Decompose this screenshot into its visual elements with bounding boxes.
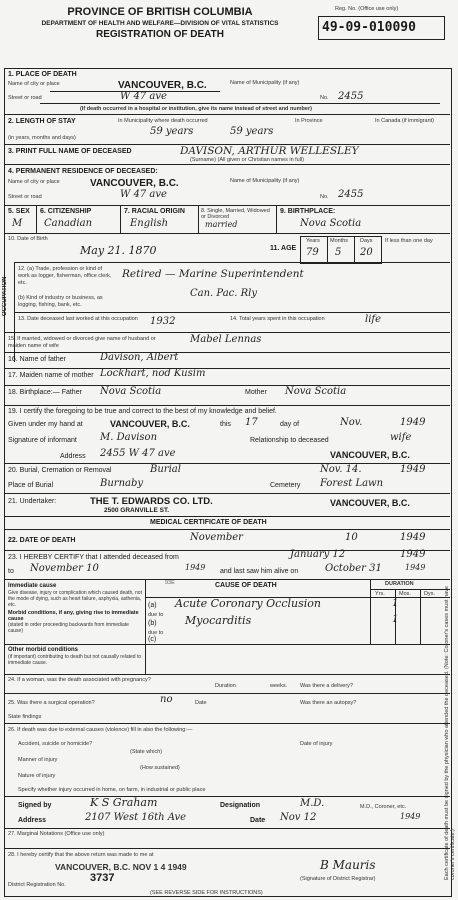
municipality-label: Name of Municipality (if any) — [230, 80, 300, 86]
form-frame — [4, 68, 456, 897]
residence-street-label: Street or road — [8, 194, 42, 200]
cert-date-label: Date — [250, 817, 266, 824]
informant-addr: 2455 W 47 ave — [100, 448, 176, 459]
how-sustained-label: (How sustained) — [140, 765, 180, 771]
external-causes-label: 26. If death was due to external causes (violence) fill in also the following:— — [8, 727, 193, 733]
burial-date: Nov. 14. — [320, 464, 362, 475]
place-of-death-label: 1. PLACE OF DEATH — [8, 71, 77, 78]
findings-label: State findings — [8, 714, 42, 720]
designation-value: M.D. — [300, 798, 325, 809]
age-label: 11. AGE — [270, 245, 297, 252]
mother-label: 17. Maiden name of mother — [8, 372, 94, 379]
racial-origin-value: English — [130, 218, 169, 229]
reg-no-value: 49-09-010090 — [322, 20, 416, 35]
relationship-label: Relationship to deceased — [250, 437, 329, 444]
stay-municipality-value: 59 years — [150, 126, 194, 137]
residence-muni-label: Name of Municipality (if any) — [230, 178, 300, 184]
cause-b-value: Myocarditis — [185, 614, 252, 627]
certify-text: 19. I certify the foregoing to be true and correct to the best of my knowledge and belief. — [8, 408, 277, 415]
manner-label: Manner of injury — [18, 757, 58, 763]
age-days-label: Days — [360, 238, 373, 244]
injury-date-label: Date of injury — [300, 741, 333, 747]
cert-date: Nov 12 — [280, 812, 317, 823]
yrs-label: Yrs. — [375, 591, 385, 597]
spouse-value: Mabel Lennas — [190, 334, 262, 345]
bp-mother-value: Nova Scotia — [285, 386, 347, 397]
given-month: Nov. — [340, 417, 363, 428]
trade-value: Retired — Marine Superintendent — [122, 268, 304, 280]
marital-status-value: married — [205, 220, 238, 229]
nature-label: Nature of injury — [18, 773, 56, 779]
date-of-death-label: 22. DATE OF DEATH — [8, 537, 76, 544]
attended-to: November 10 — [30, 563, 99, 574]
death-street: W 47 ave — [120, 91, 167, 102]
burial-place: Burnaby — [100, 478, 144, 489]
marginal-notations-label: 27. Marginal Notations (Office use only) — [8, 831, 105, 837]
spouse-label: 15. If married, widowed or divorced give name of husband or maiden name of wife — [8, 336, 156, 349]
this-label: this — [220, 421, 231, 428]
informant-sig: M. Davison — [100, 432, 158, 443]
bp-father-value: Nova Scotia — [100, 386, 162, 397]
side-instruction: Each certificate of death must be signed by the physician who attended the deceased. (Note: Coroner's cases must have coroner's certificate.) — [444, 586, 456, 880]
cemetery-label: Cemetery — [270, 482, 301, 489]
date-of-death-year: 1949 — [400, 532, 426, 543]
length-of-stay-sub: (in years, months and days) — [8, 135, 76, 141]
less-than-day-label: If less than one day — [385, 238, 433, 244]
attended-label: 23. I HEREBY CERTIFY that I attended deceased from — [8, 554, 179, 561]
residence-no-label: No. — [320, 194, 329, 200]
day-of-label: day of — [280, 421, 300, 428]
mother-value: Lockhart, nod Kusim — [100, 368, 206, 379]
form-title: REGISTRATION OF DEATH — [96, 29, 224, 40]
operation-label: 25. Was there a surgical operation? — [8, 700, 95, 706]
pregnancy-label: 24. If a woman, was the death associated with pregnancy? — [8, 677, 151, 683]
attended-to-year: 1949 — [185, 563, 206, 572]
morbid-desc: (stated in order proceeding backwards from immediate cause) — [8, 622, 129, 634]
cause-b-duration: 1 — [392, 614, 399, 625]
occupation-side-label: OCCUPATION — [2, 276, 8, 316]
date-of-death-month: November — [190, 532, 243, 543]
racial-origin-label: 7. RACIAL ORIGIN — [124, 208, 185, 215]
signed-by-label: Signed by — [18, 802, 52, 809]
industry-label: (b) Kind of industry or business, as logging, fishing, bank, etc. — [18, 295, 103, 308]
dob-label: 10. Date of Birth — [8, 236, 48, 242]
length-of-stay-label: 2. LENGTH OF STAY — [8, 118, 76, 125]
state-which-label: (State which) — [130, 749, 163, 755]
trade-label: 12. (a) Trade, profession or kind of work as logger, fisherman, office clerk, etc. — [18, 266, 112, 286]
age-years-label: Years — [306, 238, 320, 244]
physician-addr-label: Address — [18, 817, 47, 824]
sex-label: 5. SEX — [8, 208, 30, 215]
age-years: 79 — [306, 247, 319, 258]
father-label: 16. Name of father — [8, 356, 66, 363]
undertaker-city: VANCOUVER, B.C. — [330, 498, 410, 508]
citizenship-value: Canadian — [44, 218, 93, 229]
to-label: to — [8, 568, 14, 575]
duration-header: DURATION — [385, 581, 414, 587]
stay-municipality-label: In Municipality where death occurred — [118, 118, 208, 124]
medical-cert-title: MEDICAL CERTIFICATE OF DEATH — [150, 519, 267, 526]
hospital-note: (If death occurred in a hospital or institution, give its name instead of street and number) — [80, 106, 312, 112]
coding-stamp: 93E — [165, 580, 175, 586]
cause-header: CAUSE OF DEATH — [215, 582, 277, 589]
stay-province-value: 59 years — [230, 126, 274, 137]
street-no-label: No. — [320, 95, 329, 101]
bp-mother-label: Mother — [245, 389, 267, 396]
pregnancy-duration-label: Duration — [215, 683, 236, 689]
age-days: 20 — [360, 247, 373, 258]
other-desc: (if important) contributing to death but not causally related to immediate cause. — [8, 654, 142, 666]
informant-addr-label: Address — [60, 453, 86, 460]
immediate-label: Immediate cause — [8, 583, 57, 589]
registrar-cert-label: 28. I hereby certify that the above return was made to me at — [8, 852, 154, 858]
operation-value: no — [160, 694, 173, 705]
informant-sig-label: Signature of informant — [8, 437, 77, 444]
reg-no-label: Reg. No. (Office use only) — [335, 6, 399, 12]
sex-value: M — [12, 218, 23, 229]
cause-a-value: Acute Coronary Occlusion — [175, 597, 321, 610]
registrar-sig-label: (Signature of District Registrar) — [300, 876, 376, 882]
residence-city-label: Name of city or place — [8, 179, 60, 185]
cause-c-marker: (c) — [148, 636, 157, 643]
department-line: DEPARTMENT OF HEALTH AND WELFARE—DIVISION OF VITAL STATISTICS — [41, 20, 279, 27]
street-label: Street or road — [8, 95, 42, 101]
stay-canada-label: In Canada (if immigrant) — [375, 118, 434, 124]
physician-signature: K S Graham — [90, 796, 158, 809]
morbid-label: Morbid conditions, if any, giving rise to immediate cause — [8, 610, 139, 622]
designation-options: M.D., Coroner, etc. — [360, 804, 407, 810]
registrar-signature: B Mauris — [320, 858, 376, 872]
due-to-a: due to — [148, 612, 164, 618]
total-years-value: life — [365, 314, 382, 325]
death-street-no: 2455 — [338, 91, 364, 102]
residence-city: VANCOUVER, B.C. — [90, 178, 179, 189]
cause-a-marker: (a) — [148, 602, 157, 609]
informant-city: VANCOUVER, B.C. — [330, 450, 410, 460]
due-to-b: due to — [148, 630, 164, 636]
delivery-label: Was there a delivery? — [300, 683, 353, 689]
registrar-stamp: VANCOUVER, B.C. NOV 1 4 1949 — [55, 862, 187, 872]
other-label: Other morbid conditions — [8, 647, 78, 653]
given-place: VANCOUVER, B.C. — [110, 419, 190, 429]
relationship-value: wife — [390, 432, 412, 443]
last-seen-year: 1949 — [405, 563, 426, 572]
last-worked-value: 1932 — [150, 316, 176, 327]
industry-value: Can. Pac. Rly — [190, 288, 257, 299]
death-city: VANCOUVER, B.C. — [118, 80, 207, 91]
immediate-desc: Give disease, injury or complication which caused death, not the mode of dying, such as heart failure, asphyxia, asthenia, etc. — [8, 590, 142, 608]
residence-no: 2455 — [338, 189, 364, 200]
undertaker-label: 21. Undertaker: — [8, 498, 57, 505]
accident-label: Accident, suicide or homicide? — [18, 741, 93, 747]
name-sublabel: (Surname) (All given or Christian names in full) — [190, 157, 305, 163]
residence-label: 4. PERMANENT RESIDENCE OF DECEASED: — [8, 168, 158, 175]
attended-from: January 12 — [290, 549, 346, 560]
given-label: Given under my hand at — [8, 421, 83, 428]
marital-status-label: 8. Single, Married, Widowed or Divorced — [201, 208, 270, 220]
birthplace-label: 9. BIRTHPLACE: — [280, 208, 336, 215]
undertaker-name: THE T. EDWARDS CO. LTD. — [90, 496, 213, 507]
physician-addr: 2107 West 16th Ave — [85, 812, 187, 823]
last-seen-label: and last saw him alive on — [220, 568, 299, 575]
citizenship-label: 6. CITIZENSHIP — [40, 208, 92, 215]
dob-value: May 21. 1870 — [80, 244, 157, 257]
attended-from-year: 1949 — [400, 549, 426, 560]
pregnancy-weeks-label: weeks. — [270, 683, 288, 689]
full-name-label: 3. PRINT FULL NAME OF DECEASED — [8, 148, 132, 155]
district-no: 3737 — [90, 872, 115, 884]
father-value: Davison, Albert — [100, 352, 179, 363]
last-seen-date: October 31 — [325, 563, 382, 574]
deceased-name: DAVISON, ARTHUR WELLESLEY — [180, 145, 359, 157]
cause-b-marker: (b) — [148, 620, 157, 627]
operation-date-label: Date — [195, 700, 207, 706]
age-months-label: Months — [330, 238, 349, 244]
stay-province-label: In Province — [295, 118, 323, 124]
date-of-death-day: 10 — [345, 532, 358, 543]
province-title: PROVINCE OF BRITISH COLUMBIA — [67, 6, 253, 18]
burial-value: Burial — [150, 464, 181, 475]
cemetery-value: Forest Lawn — [320, 478, 384, 489]
cert-year: 1949 — [400, 812, 421, 821]
given-year: 1949 — [400, 417, 426, 428]
reverse-side-note: (SEE REVERSE SIDE FOR INSTRUCTIONS) — [150, 890, 263, 896]
designation-label: Designation — [220, 802, 261, 809]
burial-place-label: Place of Burial — [8, 482, 54, 489]
burial-label: 20. Burial, Cremation or Removal — [8, 467, 112, 474]
cause-a-duration: 1 — [392, 598, 399, 609]
residence-street: W 47 ave — [120, 189, 167, 200]
last-worked-label: 13. Date deceased last worked at this occupation — [18, 316, 138, 322]
dys-label: Dys. — [424, 591, 435, 597]
total-years-label: 14. Total years spent in this occupation — [230, 316, 325, 322]
bp-father-label: 18. Birthplace:— Father — [8, 389, 82, 396]
burial-year: 1949 — [400, 464, 426, 475]
age-months: 5 — [335, 247, 342, 258]
undertaker-addr: 2500 GRANVILLE ST. — [104, 507, 170, 514]
district-no-label: District Registration No. — [8, 882, 66, 888]
city-name-label: Name of city or place — [8, 81, 60, 87]
birthplace-value: Nova Scotia — [300, 218, 362, 229]
autopsy-label: Was there an autopsy? — [300, 700, 357, 706]
mos-label: Mos. — [399, 591, 411, 597]
given-day: 17 — [245, 417, 258, 428]
where-label: Specify whether injury occurred in home, on farm, in industrial or public place — [18, 787, 206, 793]
